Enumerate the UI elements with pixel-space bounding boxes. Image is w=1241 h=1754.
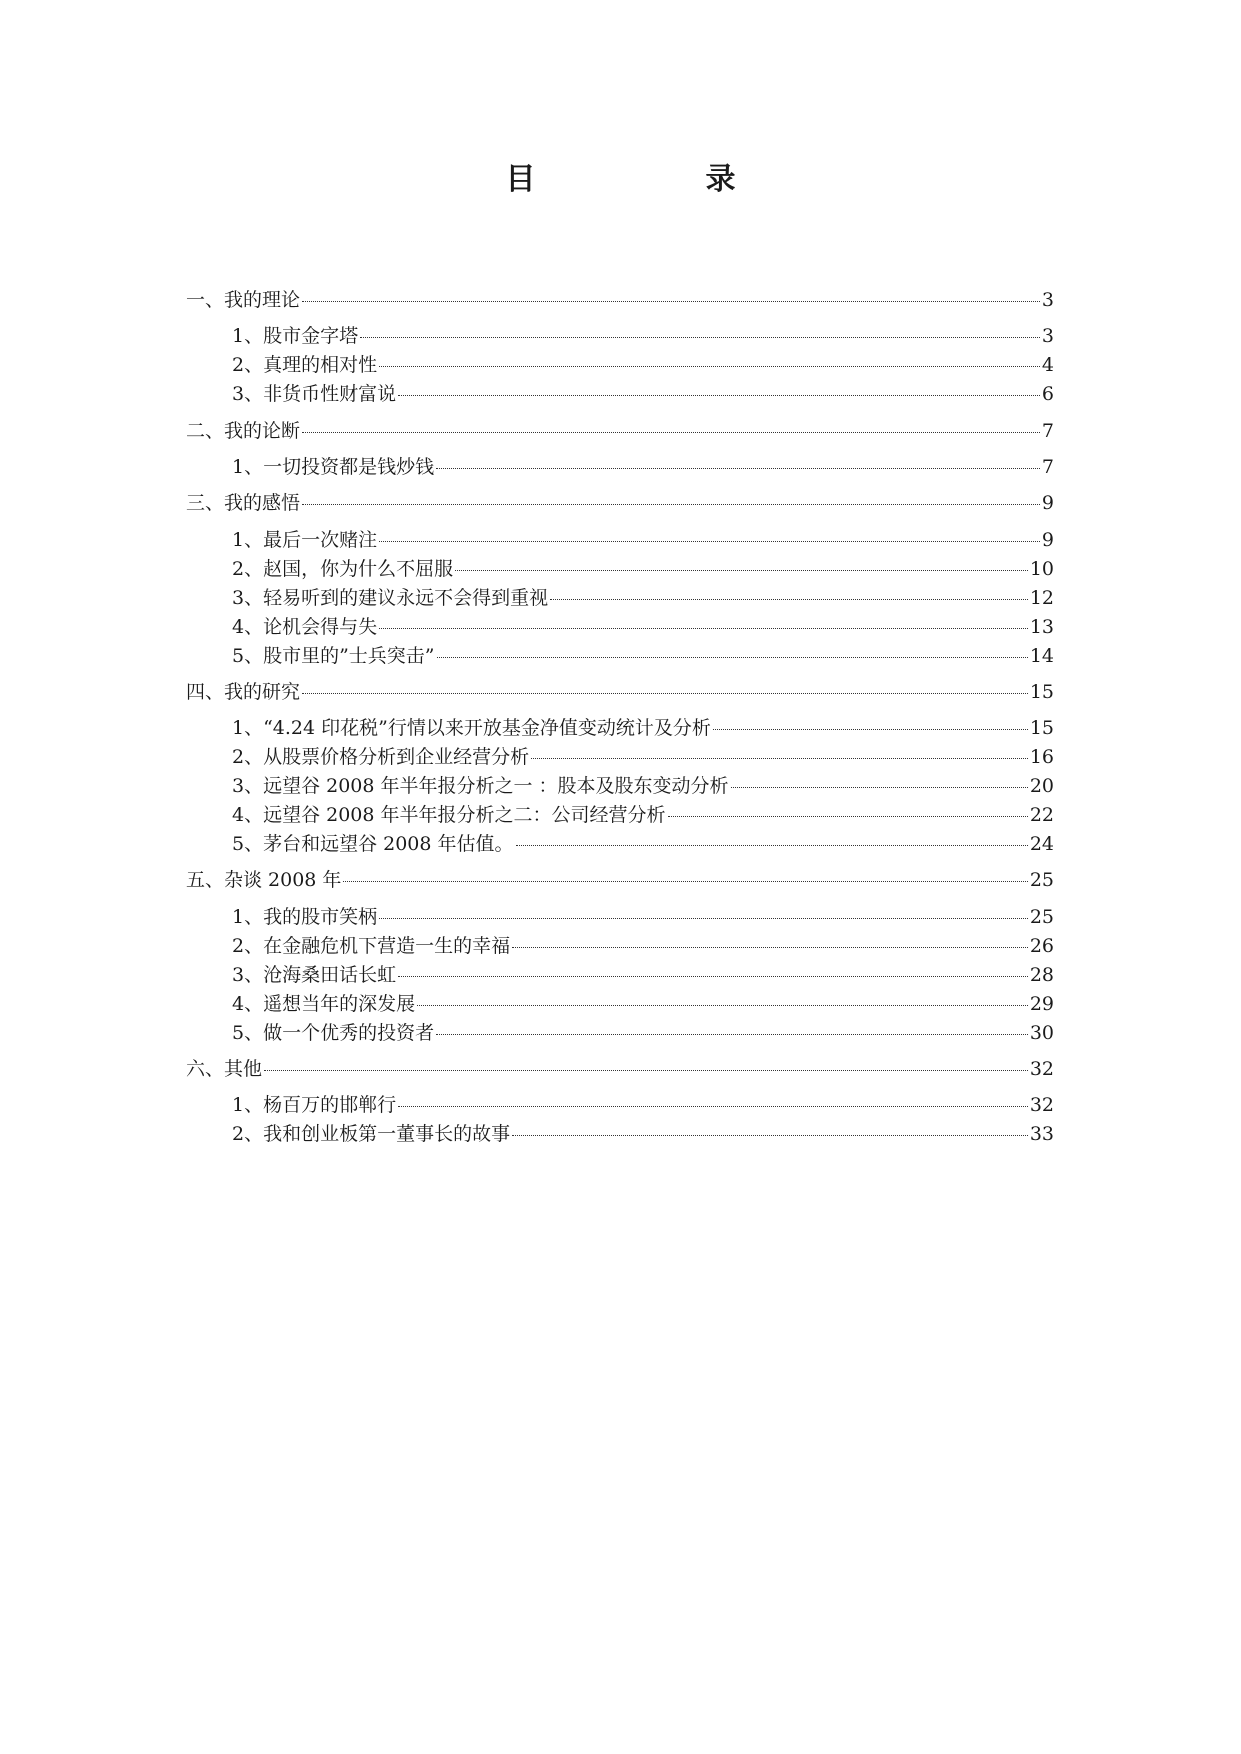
toc-dot-leader [531,757,1028,759]
toc-entry-label: 1、杨百万的邯郸行 [232,1094,397,1116]
toc-section-entry[interactable] [186,488,1054,518]
toc-dot-leader [379,917,1028,919]
toc-page-number: 7 [1041,456,1054,478]
toc-subsection-entry[interactable] [232,800,1054,830]
toc-entry-label: 三、我的感悟 [186,492,301,514]
toc-entry-label: 3、远望谷 2008 年半年报分析之一 ：股本及股东变动分析 [232,775,729,797]
toc-page-number: 6 [1041,383,1054,405]
toc-entry-label: 2、在金融危机下营造一生的幸福 [232,935,511,957]
toc-dot-leader [379,365,1040,367]
toc-subsection-entry[interactable] [232,641,1054,671]
toc-dot-leader [360,336,1040,338]
toc-dot-leader [379,627,1028,629]
toc-page-number: 12 [1029,587,1054,609]
toc-entry-label: 1、一切投资都是钱炒钱 [232,456,435,478]
toc-page-number: 13 [1029,616,1054,638]
toc-section-entry[interactable] [186,285,1054,315]
toc-entry-label: 1、最后一次赌注 [232,529,378,551]
toc-dot-leader [379,540,1040,542]
toc-subsection-entry[interactable] [232,350,1054,380]
toc-dot-leader [302,692,1028,694]
toc-dot-leader [516,844,1028,846]
toc-entry-label: 2、我和创业板第一董事长的故事 [232,1123,511,1145]
toc-dot-leader [668,815,1028,817]
toc-dot-leader [437,656,1028,658]
toc-entry-label: 五、杂谈 2008 年 [186,869,342,891]
toc-subsection-entry[interactable] [232,713,1054,743]
toc-subsection-entry[interactable] [232,583,1054,613]
toc-page-number: 33 [1029,1123,1054,1145]
toc-subsection-entry[interactable] [232,742,1054,772]
toc-entry-label: 5、茅台和远望谷 2008 年估值。 [232,833,514,855]
toc-dot-leader [343,880,1027,882]
toc-subsection-entry[interactable] [232,931,1054,961]
toc-dot-leader [550,598,1028,600]
toc-entry-label: 二、我的论断 [186,420,301,442]
toc-entry-label: 1、我的股市笑柄 [232,906,378,928]
toc-section-entry[interactable] [186,865,1054,895]
toc-subsection-entry[interactable] [232,554,1054,584]
toc-subsection-entry[interactable] [232,612,1054,642]
toc-entry-label: 4、远望谷 2008 年半年报分析之二：公司经营分析 [232,804,666,826]
toc-entry-label: 4、论机会得与失 [232,616,378,638]
toc-subsection-entry[interactable] [232,771,1054,801]
toc-entry-label: 一、我的理论 [186,289,301,311]
toc-dot-leader [417,1004,1028,1006]
toc-page-number: 25 [1029,869,1054,891]
toc-entry-label: 四、我的研究 [186,681,301,703]
toc-subsection-entry[interactable] [232,902,1054,932]
toc-dot-leader [398,394,1040,396]
toc-entry-label: 1、“4.24 印花税”行情以来开放基金净值变动统计及分析 [232,717,711,739]
toc-entry-label: 2、从股票价格分析到企业经营分析 [232,746,530,768]
toc-dot-leader [436,467,1040,469]
toc-entry-label: 5、做一个优秀的投资者 [232,1022,435,1044]
toc-page-number: 3 [1041,289,1054,311]
toc-page-number: 28 [1029,964,1054,986]
toc-entry-label: 3、沧海桑田话长虹 [232,964,397,986]
toc-page-number: 15 [1029,717,1054,739]
toc-page-number: 25 [1029,906,1054,928]
toc-subsection-entry[interactable] [232,1119,1054,1149]
toc-page-number: 10 [1029,558,1054,580]
toc-dot-leader [512,1134,1028,1136]
toc-entry-label: 六、其他 [186,1058,263,1080]
toc-entry-label: 3、非货币性财富说 [232,383,397,405]
toc-entry-label: 4、遥想当年的深发展 [232,993,416,1015]
toc-page-number: 22 [1029,804,1054,826]
toc-entry-label: 5、股市里的”士兵突击” [232,645,435,667]
toc-subsection-entry[interactable] [232,1090,1054,1120]
page-title: 目 录 [505,162,806,197]
toc-subsection-entry[interactable] [232,379,1054,409]
toc-page-number: 3 [1041,325,1054,347]
toc-dot-leader [398,1105,1028,1107]
toc-section-entry[interactable] [186,677,1054,707]
toc-page-number: 26 [1029,935,1054,957]
toc-page-number: 24 [1029,833,1054,855]
toc-entry-label: 1、股市金字塔 [232,325,359,347]
toc-section-entry[interactable] [186,416,1054,446]
toc-page-number: 16 [1029,746,1054,768]
toc-page-number: 30 [1029,1022,1054,1044]
toc-subsection-entry[interactable] [232,525,1054,555]
toc-page-number: 4 [1041,354,1054,376]
toc-dot-leader [512,946,1028,948]
toc-page-number: 9 [1041,492,1054,514]
toc-dot-leader [302,431,1040,433]
toc-dot-leader [302,300,1040,302]
toc-page-number: 7 [1041,420,1054,442]
toc-page-number: 14 [1029,645,1054,667]
toc-entry-label: 2、真理的相对性 [232,354,378,376]
toc-dot-leader [398,975,1028,977]
toc-subsection-entry[interactable] [232,452,1054,482]
toc-page-number: 20 [1029,775,1054,797]
toc-subsection-entry[interactable] [232,1018,1054,1048]
toc-dot-leader [436,1033,1028,1035]
toc-entry-label: 2、赵国，你为什么不屈服 [232,558,454,580]
toc-subsection-entry[interactable] [232,829,1054,859]
toc-page-number: 9 [1041,529,1054,551]
toc-dot-leader [713,728,1028,730]
toc-page-number: 15 [1029,681,1054,703]
toc-subsection-entry[interactable] [232,989,1054,1019]
toc-dot-leader [731,786,1028,788]
toc-page-number: 29 [1029,993,1054,1015]
toc-page-number: 32 [1029,1058,1054,1080]
toc-dot-leader [455,569,1028,571]
toc-entry-label: 3、轻易听到的建议永远不会得到重视 [232,587,549,609]
toc-section-entry[interactable] [186,1054,1054,1084]
toc-subsection-entry[interactable] [232,960,1054,990]
toc-dot-leader [302,503,1040,505]
toc-dot-leader [264,1069,1028,1071]
toc-subsection-entry[interactable] [232,321,1054,351]
toc-page-number: 32 [1029,1094,1054,1116]
